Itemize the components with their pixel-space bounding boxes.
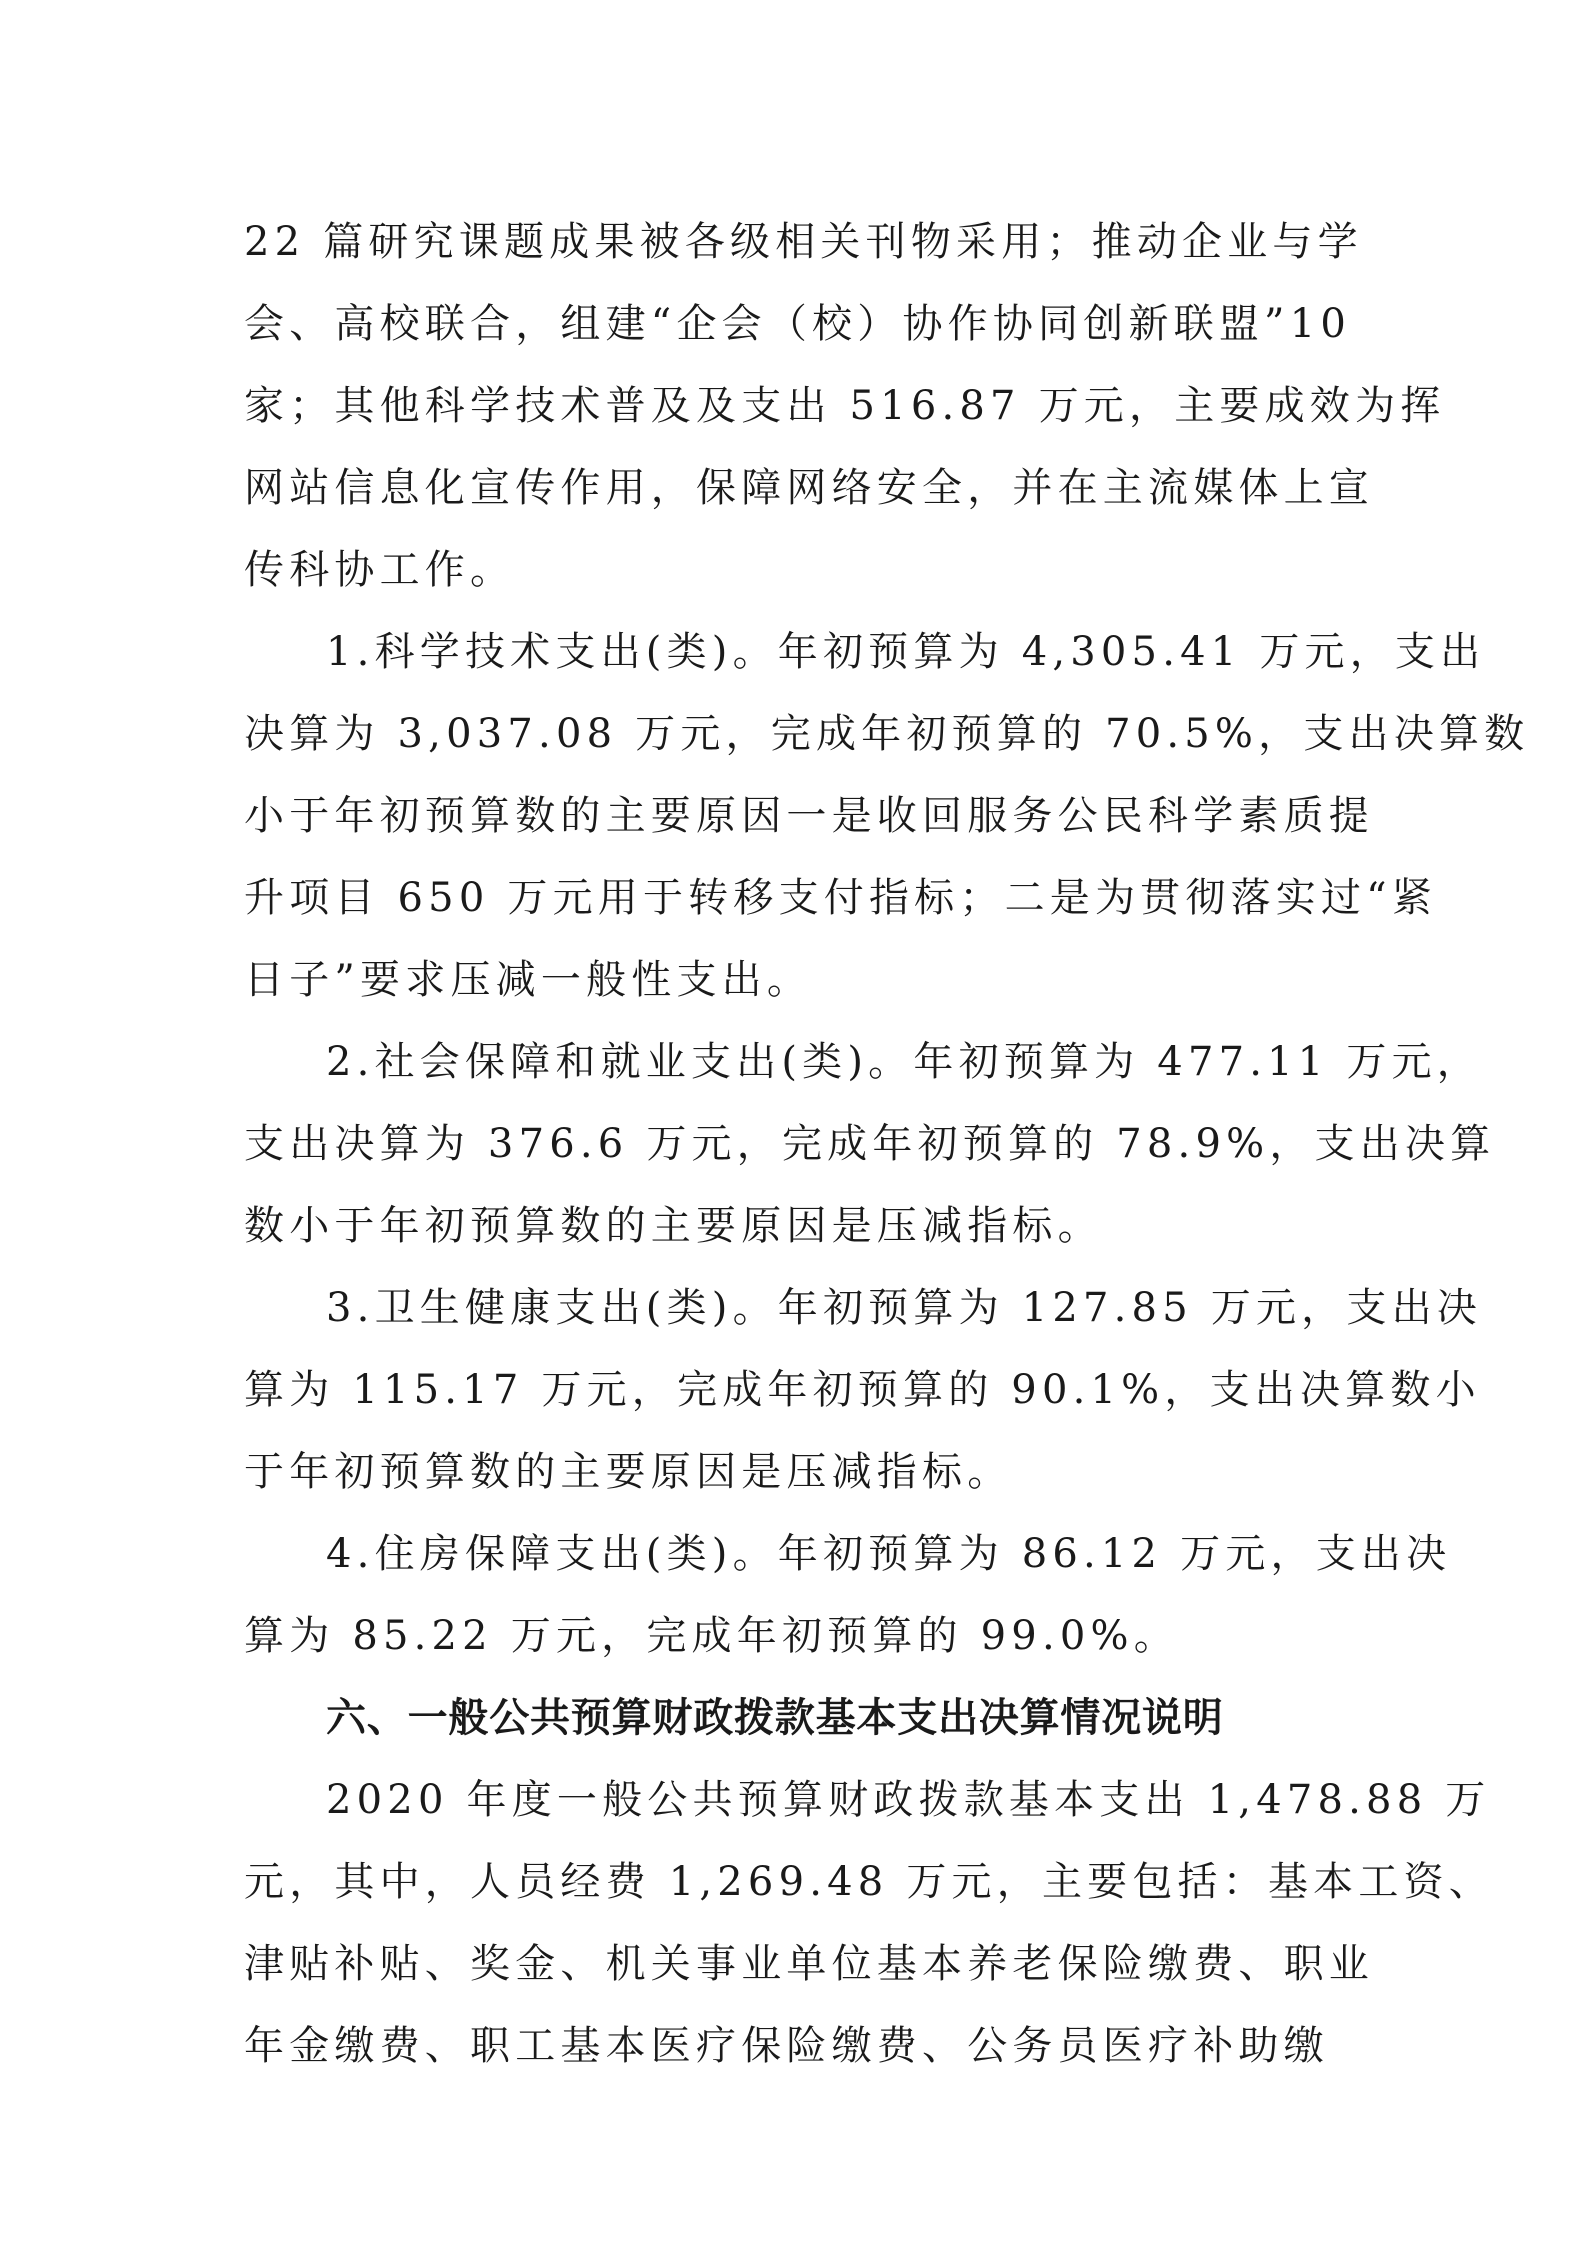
paragraph-science-tech: 1.科学技术支出(类)。年初预算为 4,305.41 万元，支出 <box>326 629 1486 675</box>
body-text-line: 日子”要求压减一般性支出。 <box>244 957 813 1003</box>
body-text-line: 津贴补贴、奖金、机关事业单位基本养老保险缴费、职业 <box>244 1941 1374 1987</box>
body-text-line: 数小于年初预算数的主要原因是压减指标。 <box>244 1203 1103 1249</box>
paragraph-basic-expenditure: 2020 年度一般公共预算财政拨款基本支出 1,478.88 万 <box>326 1777 1491 1823</box>
body-text-line: 传科协工作。 <box>244 547 516 593</box>
body-text-line: 升项目 650 万元用于转移支付指标；二是为贯彻落实过“紧 <box>244 875 1438 921</box>
body-text-line: 决算为 3,037.08 万元，完成年初预算的 70.5%，支出决算数 <box>244 711 1530 757</box>
body-text-line: 家；其他科学技术普及及支出 516.87 万元，主要成效为挥 <box>244 383 1446 429</box>
body-text-line: 元，其中，人员经费 1,269.48 万元，主要包括：基本工资、 <box>244 1859 1494 1905</box>
body-text-line: 小于年初预算数的主要原因一是收回服务公民科学素质提 <box>244 793 1374 839</box>
body-text-line: 算为 115.17 万元，完成年初预算的 90.1%，支出决算数小 <box>244 1367 1481 1413</box>
paragraph-health: 3.卫生健康支出(类)。年初预算为 127.85 万元，支出决 <box>326 1285 1482 1331</box>
body-text-line: 会、高校联合，组建“企会（校）协作协同创新联盟”10 <box>244 301 1351 347</box>
body-text-line: 算为 85.22 万元，完成年初预算的 99.0%。 <box>244 1613 1179 1659</box>
body-text-line: 22 篇研究课题成果被各级相关刊物采用；推动企业与学 <box>244 219 1363 265</box>
section-heading: 六、一般公共预算财政拨款基本支出决算情况说明 <box>326 1695 1224 1741</box>
paragraph-social-security: 2.社会保障和就业支出(类)。年初预算为 477.11 万元， <box>326 1039 1482 1085</box>
body-text-line: 支出决算为 376.6 万元，完成年初预算的 78.9%，支出决算 <box>244 1121 1496 1167</box>
body-text-line: 于年初预算数的主要原因是压减指标。 <box>244 1449 1013 1495</box>
body-text-line: 年金缴费、职工基本医疗保险缴费、公务员医疗补助缴 <box>244 2023 1329 2069</box>
paragraph-housing: 4.住房保障支出(类)。年初预算为 86.12 万元，支出决 <box>326 1531 1452 1577</box>
body-text-line: 网站信息化宣传作用，保障网络安全，并在主流媒体上宣 <box>244 465 1374 511</box>
